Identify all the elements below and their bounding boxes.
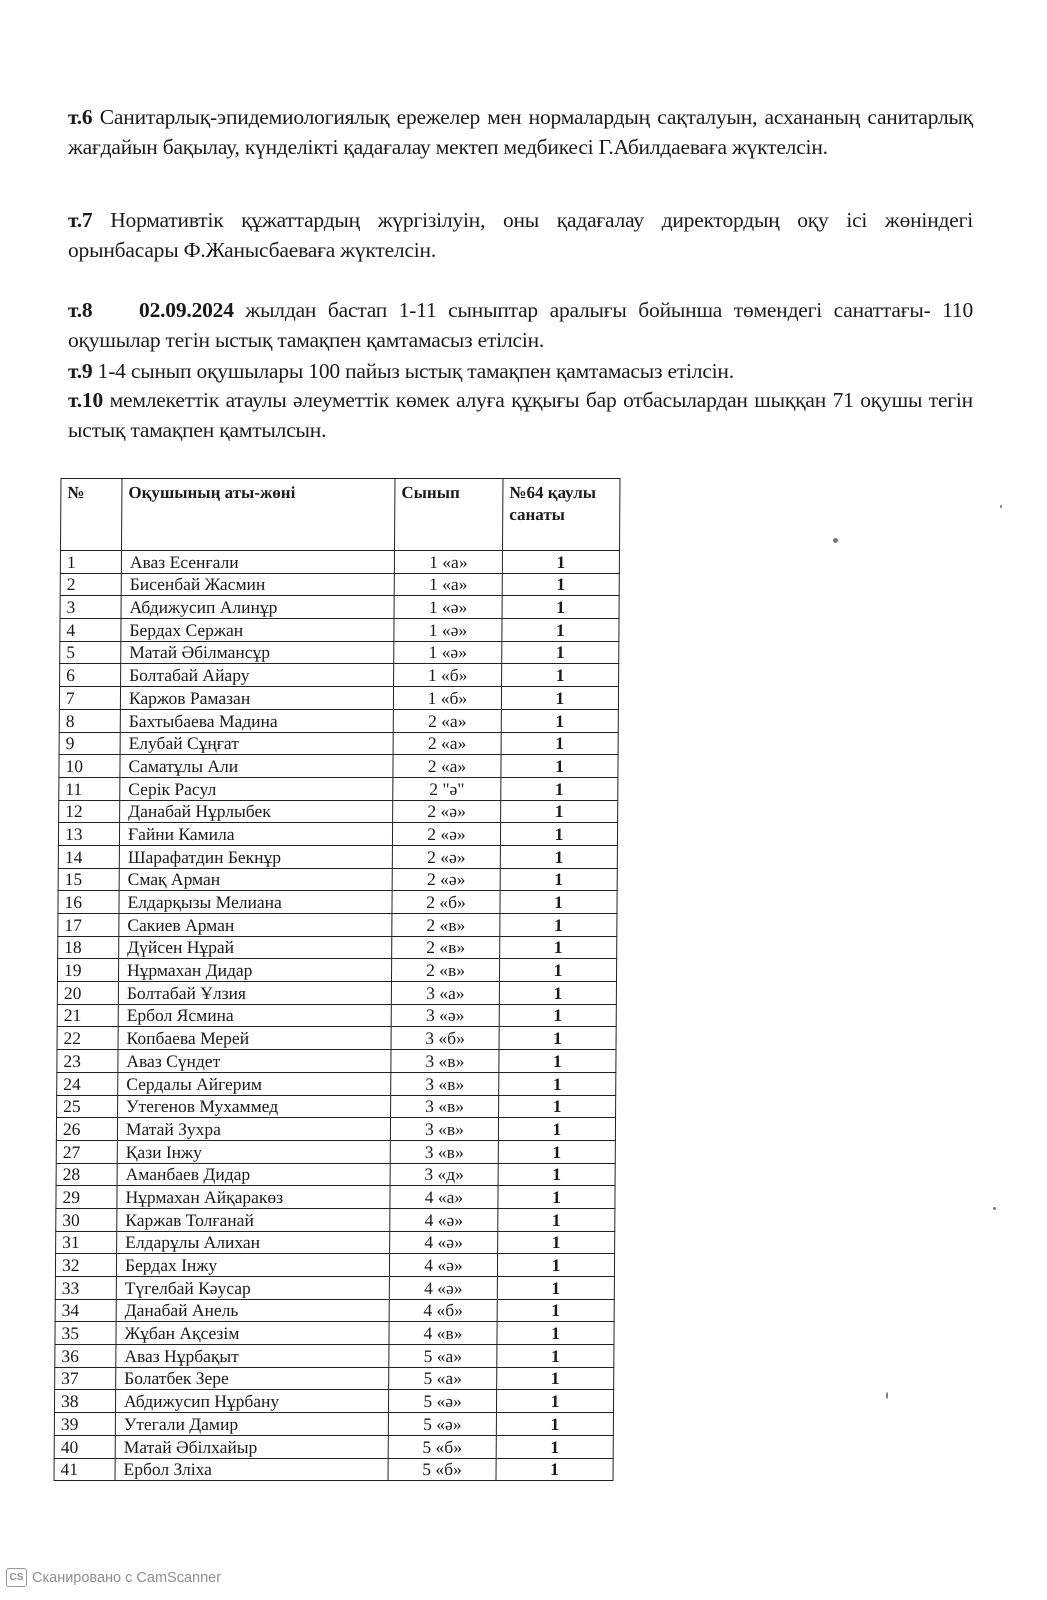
cell-category: 1 <box>497 1277 614 1300</box>
cell-student-name: Болатбек Зере <box>116 1367 389 1390</box>
cell-student-name: Ғайни Камила <box>119 823 392 846</box>
table-row <box>59 732 618 755</box>
cell-student-name: Бахтыбаева Мадина <box>120 709 393 732</box>
cell-category: 1 <box>499 1095 616 1118</box>
cell-class: 3 «б» <box>391 1027 499 1050</box>
cell-number: 9 <box>59 732 120 755</box>
cell-class: 2 «ә» <box>392 823 500 846</box>
cell-category: 1 <box>500 823 617 846</box>
paragraph-text: мемлекеттік атаулы әлеуметтік көмек алуға құқығы бар отбасылардан шыққан 71 оқушы тегін ыстық тамақпен қамтылсын. <box>68 388 973 442</box>
scan-speck <box>1000 505 1002 508</box>
cell-category: 1 <box>501 755 618 778</box>
students-table <box>53 478 620 1481</box>
cell-student-name: Матай Зухра <box>117 1118 390 1141</box>
header-number: № <box>60 479 122 551</box>
cell-number: 3 <box>60 596 121 619</box>
cell-student-name: Нұрмахан Дидар <box>118 959 391 982</box>
cell-category: 1 <box>501 777 618 800</box>
cell-category: 1 <box>497 1345 614 1368</box>
cell-category: 1 <box>498 1163 615 1186</box>
table-row <box>57 1072 616 1095</box>
cell-class: 3 «в» <box>391 1072 499 1095</box>
table-row <box>54 1413 613 1436</box>
table-row <box>57 1095 616 1118</box>
cell-student-name: Данабай Анель <box>116 1299 389 1322</box>
table-row <box>55 1345 614 1368</box>
paragraph-item-10 <box>68 385 973 445</box>
cell-number: 23 <box>57 1050 118 1073</box>
table-row <box>56 1140 615 1163</box>
cell-number: 8 <box>59 709 120 732</box>
cell-student-name: Абдижусип Нұрбану <box>115 1390 388 1413</box>
cell-number: 39 <box>54 1413 115 1436</box>
paragraph-item-7 <box>68 205 973 265</box>
cell-class: 3 «а» <box>391 982 499 1005</box>
table-row <box>57 959 616 982</box>
cell-category: 1 <box>497 1254 614 1277</box>
cell-category: 1 <box>502 664 619 687</box>
cell-number: 15 <box>58 868 119 891</box>
cell-number: 38 <box>54 1390 115 1413</box>
cell-student-name: Шарафатдин Бекнұр <box>119 845 392 868</box>
cell-student-name: Елубай Сұңғат <box>120 732 393 755</box>
table-row <box>58 845 617 868</box>
cell-category: 1 <box>502 619 619 642</box>
cell-number: 34 <box>55 1299 116 1322</box>
cell-student-name: Бердах Інжу <box>116 1254 389 1277</box>
cell-student-name: Болтабай Ұлзия <box>118 982 391 1005</box>
cell-student-name: Түгелбай Кәусар <box>116 1277 389 1300</box>
cell-category: 1 <box>502 551 619 574</box>
cell-class: 5 «а» <box>389 1367 497 1390</box>
cell-student-name: Матай Әбілхайыр <box>115 1435 388 1458</box>
cell-student-name: Серік Расул <box>120 777 393 800</box>
paragraph-label: т.6 <box>68 105 93 129</box>
table-row <box>60 573 619 596</box>
cell-class: 4 «ә» <box>390 1231 498 1254</box>
cell-class: 2 «а» <box>393 709 501 732</box>
cell-class: 3 «в» <box>391 1050 499 1073</box>
cell-class: 3 «в» <box>391 1095 499 1118</box>
cell-number: 28 <box>56 1163 117 1186</box>
cell-category: 1 <box>501 709 618 732</box>
table-row <box>55 1367 614 1390</box>
table-row <box>60 596 619 619</box>
table-row <box>58 936 617 959</box>
cell-category: 1 <box>498 1208 615 1231</box>
cell-student-name: Дүйсен Нұрай <box>119 936 392 959</box>
cell-number: 7 <box>59 687 120 710</box>
cell-number: 31 <box>56 1231 117 1254</box>
cell-class: 1 «б» <box>394 664 502 687</box>
camscanner-logo-icon: CS <box>6 1568 27 1587</box>
cell-class: 4 «ә» <box>390 1208 498 1231</box>
cell-student-name: Болтабай Айару <box>121 664 394 687</box>
cell-student-name: Абдижусип Алинұр <box>121 596 394 619</box>
cell-category: 1 <box>500 845 617 868</box>
cell-number: 1 <box>60 551 121 574</box>
cell-class: 1 «а» <box>394 551 502 574</box>
cell-number: 30 <box>56 1208 117 1231</box>
paragraph-item-6 <box>68 102 973 162</box>
table-row <box>57 1027 616 1050</box>
cell-number: 18 <box>58 936 119 959</box>
cell-number: 33 <box>55 1277 116 1300</box>
cell-category: 1 <box>500 936 617 959</box>
paragraph-item-8 <box>68 295 973 355</box>
cell-class: 2 «в» <box>392 936 500 959</box>
cell-class: 5 «а» <box>389 1345 497 1368</box>
cell-student-name: Утегенов Мухаммед <box>118 1095 391 1118</box>
cell-category: 1 <box>502 641 619 664</box>
table-row <box>54 1390 613 1413</box>
cell-student-name: Смақ Арман <box>119 868 392 891</box>
cell-number: 35 <box>55 1322 116 1345</box>
cell-class: 2 «ә» <box>392 845 500 868</box>
cell-student-name: Сердалы Айгерим <box>118 1072 391 1095</box>
table-row <box>57 982 616 1005</box>
table-row <box>60 641 619 664</box>
cell-student-name: Данабай Нұрлыбек <box>120 800 393 823</box>
cell-class: 2 «ә» <box>393 800 501 823</box>
cell-category: 1 <box>498 1118 615 1141</box>
cell-category: 1 <box>496 1458 613 1481</box>
scan-speck <box>886 1392 888 1399</box>
cell-number: 22 <box>57 1027 118 1050</box>
cell-number: 40 <box>54 1435 115 1458</box>
cell-category: 1 <box>498 1186 615 1209</box>
cell-class: 4 «ә» <box>389 1277 497 1300</box>
paragraph-label: т.7 <box>68 208 93 232</box>
table-row <box>60 619 619 642</box>
cell-category: 1 <box>502 596 619 619</box>
cell-category: 1 <box>499 1072 616 1095</box>
table-row <box>56 1208 615 1231</box>
paragraph-label: т.10 <box>68 388 104 412</box>
cell-category: 1 <box>499 1050 616 1073</box>
cell-number: 13 <box>58 823 119 846</box>
cell-class: 1 «ә» <box>394 619 502 642</box>
cell-category: 1 <box>501 732 618 755</box>
scanner-watermark <box>6 1568 221 1587</box>
cell-class: 4 «а» <box>390 1186 498 1209</box>
table-row <box>56 1163 615 1186</box>
cell-student-name: Бисенбай Жасмин <box>121 573 394 596</box>
cell-student-name: Ербол Зліха <box>115 1458 388 1481</box>
watermark-text: Сканировано с CamScanner <box>32 1569 222 1586</box>
cell-number: 14 <box>58 845 119 868</box>
cell-student-name: Каржов Рамазан <box>120 687 393 710</box>
table-row <box>59 755 618 778</box>
cell-number: 21 <box>57 1004 118 1027</box>
cell-category: 1 <box>499 1004 616 1027</box>
header-class: Сынып <box>394 479 503 551</box>
cell-class: 2 «а» <box>393 732 501 755</box>
table-row <box>58 823 617 846</box>
table-row <box>59 709 618 732</box>
header-category: №64 қаулы санаты <box>502 479 620 551</box>
paragraph-text: Санитарлық-эпидемиологиялық ережелер мен нормалардың сақталуын, асхананың санитарлық жағдайын бақылау, күнделікті қадағалау мектеп медбикесі Г.Абилдаеваға жүктелсін. <box>68 105 973 159</box>
cell-class: 5 «б» <box>388 1458 496 1481</box>
table-row <box>57 1004 616 1027</box>
cell-student-name: Саматұлы Али <box>120 755 393 778</box>
cell-class: 4 «б» <box>389 1299 497 1322</box>
table-row <box>55 1254 614 1277</box>
cell-category: 1 <box>501 687 618 710</box>
cell-number: 6 <box>60 664 121 687</box>
table-body <box>54 551 619 1481</box>
cell-number: 36 <box>55 1345 116 1368</box>
cell-class: 2 «в» <box>392 914 500 937</box>
table-header-row <box>60 479 620 551</box>
table-row <box>59 777 618 800</box>
cell-number: 12 <box>59 800 120 823</box>
cell-student-name: Елдарұлы Алихан <box>117 1231 390 1254</box>
cell-category: 1 <box>501 800 618 823</box>
cell-class: 3 «ә» <box>391 1004 499 1027</box>
cell-number: 29 <box>56 1186 117 1209</box>
cell-category: 1 <box>500 914 617 937</box>
table-row <box>56 1118 615 1141</box>
cell-number: 25 <box>57 1095 118 1118</box>
paragraph-text: 1-4 сынып оқушылары 100 пайыз ыстық тамақпен қамтамасыз етілсін. <box>92 359 734 383</box>
cell-student-name: Аваз Нұрбақыт <box>116 1345 389 1368</box>
cell-class: 1 «а» <box>394 573 502 596</box>
table-row <box>58 914 617 937</box>
table-row <box>56 1186 615 1209</box>
cell-class: 1 «ә» <box>394 596 502 619</box>
cell-class: 2 «а» <box>393 755 501 778</box>
paragraph-label: т.8 <box>68 298 93 322</box>
cell-category: 1 <box>500 868 617 891</box>
cell-class: 2 "ә" <box>393 777 501 800</box>
cell-category: 1 <box>497 1299 614 1322</box>
cell-category: 1 <box>498 1231 615 1254</box>
paragraph-item-9 <box>68 356 973 386</box>
cell-number: 41 <box>54 1458 115 1481</box>
header-student-name: Оқушының аты-жөні <box>121 479 395 551</box>
cell-student-name: Каржав Толғанай <box>117 1208 390 1231</box>
cell-category: 1 <box>499 1027 616 1050</box>
cell-category: 1 <box>496 1435 613 1458</box>
cell-number: 17 <box>58 914 119 937</box>
cell-category: 1 <box>499 959 616 982</box>
table-row <box>54 1458 613 1481</box>
table-row <box>60 664 619 687</box>
cell-class: 4 «в» <box>389 1322 497 1345</box>
cell-student-name: Қази Інжу <box>117 1140 390 1163</box>
cell-number: 26 <box>56 1118 117 1141</box>
table-row <box>55 1277 614 1300</box>
scan-speck <box>833 538 838 543</box>
paragraph-date: 02.09.2024 <box>139 298 234 322</box>
cell-class: 1 «ә» <box>394 641 502 664</box>
cell-number: 27 <box>56 1140 117 1163</box>
cell-student-name: Ербол Ясмина <box>118 1004 391 1027</box>
cell-student-name: Сакиев Арман <box>119 914 392 937</box>
table-row <box>55 1322 614 1345</box>
table-row <box>58 891 617 914</box>
table-row <box>56 1231 615 1254</box>
cell-class: 2 «б» <box>392 891 500 914</box>
cell-number: 37 <box>55 1367 116 1390</box>
cell-category: 1 <box>497 1322 614 1345</box>
cell-class: 3 «в» <box>390 1118 498 1141</box>
cell-class: 3 «д» <box>390 1163 498 1186</box>
cell-student-name: Копбаева Мерей <box>118 1027 391 1050</box>
cell-number: 2 <box>60 573 121 596</box>
cell-number: 10 <box>59 755 120 778</box>
cell-student-name: Аманбаев Дидар <box>117 1163 390 1186</box>
cell-number: 24 <box>57 1072 118 1095</box>
paragraph-label: т.9 <box>68 359 93 383</box>
cell-category: 1 <box>498 1140 615 1163</box>
cell-class: 4 «ә» <box>389 1254 497 1277</box>
cell-category: 1 <box>502 573 619 596</box>
cell-number: 19 <box>57 959 118 982</box>
cell-category: 1 <box>500 891 617 914</box>
cell-class: 3 «в» <box>390 1140 498 1163</box>
cell-number: 20 <box>57 982 118 1005</box>
cell-class: 5 «б» <box>388 1435 496 1458</box>
cell-student-name: Жұбан Ақсезім <box>116 1322 389 1345</box>
students-table-wrapper <box>57 478 617 1481</box>
cell-student-name: Нұрмахан Айқаракөз <box>117 1186 390 1209</box>
paragraph-text: Нормативтік құжаттардың жүргізілуін, оны қадағалау директордың оқу ісі жөніндегі орынбасары Ф.Жанысбаеваға жүктелсін. <box>68 208 973 262</box>
cell-number: 32 <box>55 1254 116 1277</box>
cell-number: 16 <box>58 891 119 914</box>
cell-category: 1 <box>496 1390 613 1413</box>
table-row <box>54 1435 613 1458</box>
cell-student-name: Елдарқызы Мелиана <box>119 891 392 914</box>
cell-number: 11 <box>59 777 120 800</box>
cell-class: 2 «в» <box>391 959 499 982</box>
cell-student-name: Матай Әбілмансұр <box>121 641 394 664</box>
cell-student-name: Бердах Сержан <box>121 619 394 642</box>
table-row <box>58 868 617 891</box>
table-row <box>57 1050 616 1073</box>
cell-class: 1 «б» <box>393 687 501 710</box>
cell-student-name: Аваз Сүндет <box>118 1050 391 1073</box>
table-row <box>55 1299 614 1322</box>
cell-number: 5 <box>60 641 121 664</box>
cell-student-name: Утегали Дамир <box>115 1413 388 1436</box>
cell-student-name: Аваз Есенғали <box>121 551 394 574</box>
cell-class: 5 «ә» <box>388 1390 496 1413</box>
table-row <box>60 551 619 574</box>
cell-category: 1 <box>497 1367 614 1390</box>
cell-class: 2 «ә» <box>392 868 500 891</box>
cell-category: 1 <box>496 1413 613 1436</box>
table-row <box>59 800 618 823</box>
scan-speck <box>993 1207 996 1210</box>
table-row <box>59 687 618 710</box>
cell-category: 1 <box>499 982 616 1005</box>
cell-class: 5 «ә» <box>388 1413 496 1436</box>
paragraph-text: жылдан бастап 1-11 сыныптар аралығы бойынша төмендегі санаттағы- 110 оқушылар тегін ыстық тамақпен қамтамасыз етілсін. <box>68 298 974 352</box>
cell-number: 4 <box>60 619 121 642</box>
